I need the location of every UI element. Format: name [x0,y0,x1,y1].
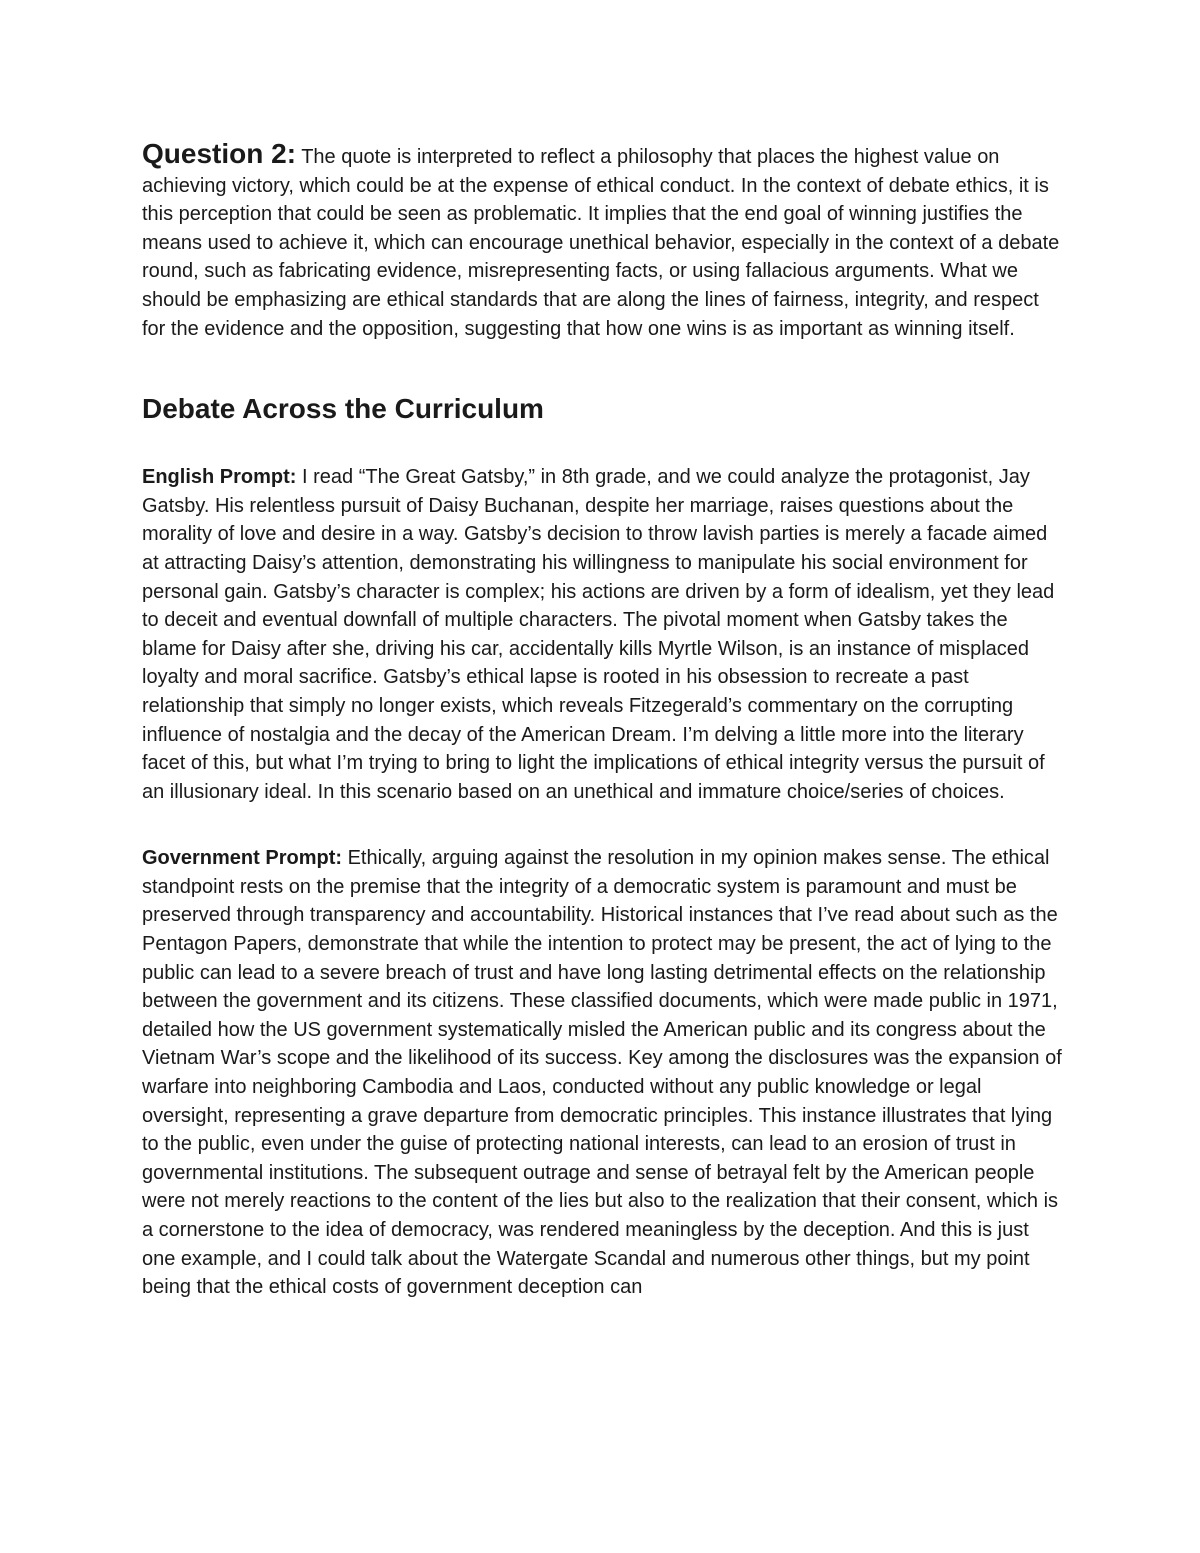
question-2-paragraph [142,140,1067,343]
document-page [142,140,1067,1302]
government-prompt-label: Government Prompt: [142,847,343,870]
government-prompt-text: Ethically, arguing against the resolution in my opinion makes sense. The ethical standpoint rests on the premise that the integrity of a democratic system is paramount and must be preserved through transparency and accountability. Historical instances that I’ve read about such as the Pentagon Papers, demonstrate that while the intention to protect may be present, the act of lying to the public can lead to a severe breach of trust and have long lasting detrimental effects on the relationship between the government and its citizens. These classified documents, which were made public in 1971, detailed how the US government systematically misled the American public and its congress about the Vietnam War’s scope and the likelihood of its success. Key among the disclosures was the expansion of warfare into neighboring Cambodia and Laos, conducted without any public knowledge or legal oversight, representing a grave departure from democratic principles. This instance illustrates that lying to the public, even under the guise of protecting national interests, can lead to an erosion of trust in governmental institutions. The subsequent outrage and sense of betrayal felt by the American people were not merely reactions to the content of the lies but also to the realization that their consent, which is a cornerstone to the idea of democracy, was rendered meaningless by the deception. And this is just one example, and I could talk about the Watergate Scandal and numerous other things, but my point being that the ethical costs of government deception can [142,847,1062,1299]
english-prompt-paragraph [142,463,1067,806]
section-heading: Debate Across the Curriculum [142,393,544,425]
question-2-text: The quote is interpreted to reflect a philosophy that places the highest value on achieving victory, which could be at the expense of ethical conduct. In the context of debate ethics, it is this perception that could be seen as problematic. It implies that the end goal of winning justifies the means used to achieve it, which can encourage unethical behavior, especially in the context of a debate round, such as fabricating evidence, misrepresenting facts, or using fallacious arguments. What we should be emphasizing are ethical standards that are along the lines of fairness, integrity, and respect for the evidence and the opposition, suggesting that how one wins is as important as winning itself. [142,146,1060,340]
english-prompt-text: I read “The Great Gatsby,” in 8th grade, and we could analyze the protagonist, Jay Gatsby. His relentless pursuit of Daisy Buchanan, despite her marriage, raises questions about the morality of love and desire in a way. Gatsby’s decision to throw lavish parties is merely a facade aimed at attracting Daisy’s attention, demonstrating his willingness to manipulate his social environment for personal gain. Gatsby’s character is complex; his actions are driven by a form of idealism, yet they lead to deceit and eventual downfall of multiple characters. The pivotal moment when Gatsby takes the blame for Daisy after she, driving his car, accidentally kills Myrtle Wilson, is an instance of misplaced loyalty and moral sacrifice. Gatsby’s ethical lapse is rooted in his obsession to recreate a past relationship that simply no longer exists, which reveals Fitzegerald’s commentary on the corrupting influence of nostalgia and the decay of the American Dream. I’m delving a little more into the literary facet of this, but what I’m trying to bring to light the implications of ethical integrity versus the pursuit of an illusionary ideal. In this scenario based on an unethical and immature choice/series of choices. [142,466,1055,803]
question-2-label: Question 2: [142,138,297,169]
government-prompt-paragraph [142,844,1067,1302]
english-prompt-label: English Prompt: [142,466,297,489]
